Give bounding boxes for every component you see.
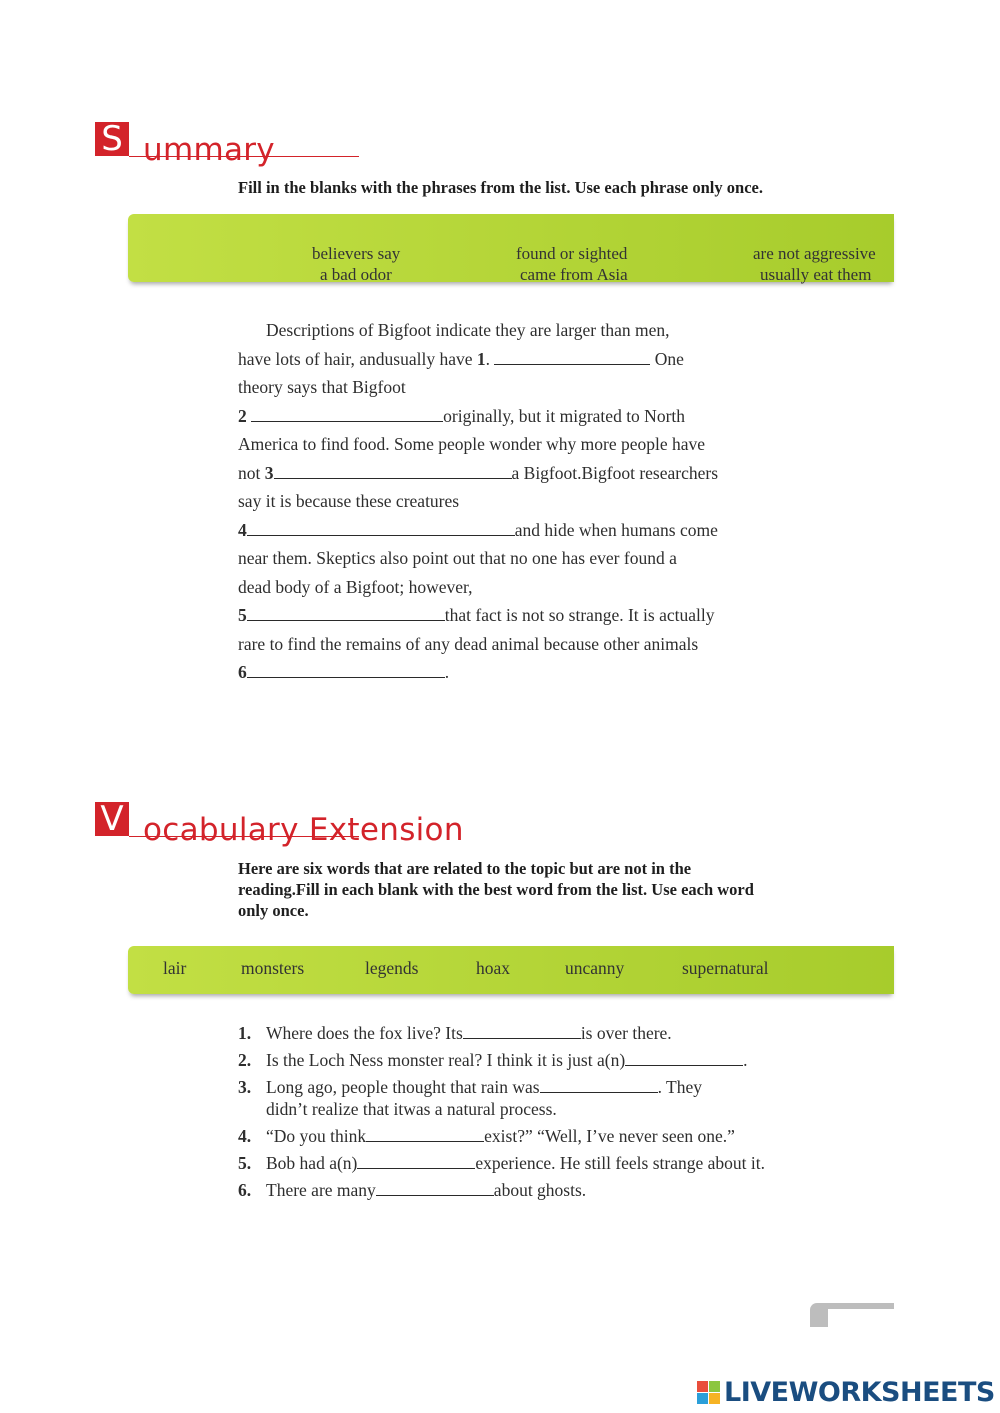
para-line: theory says that Bigfoot: [238, 377, 406, 397]
para-line: have lots of hair, andusually have: [238, 348, 477, 369]
vocab-heading-initial: V: [95, 802, 129, 836]
word-item: supernatural: [682, 958, 769, 978]
vocab-instructions: Here are six words that are related to the topic but are not in the reading.Fill in each blank with the best word from the list. Use each word only once.: [238, 859, 754, 920]
blank-6-input[interactable]: [247, 662, 445, 678]
question-text: Is the Loch Ness monster real? I think it is just a(n): [266, 1050, 626, 1070]
para-line: rare to find the remains of any dead animal because other animals: [238, 633, 699, 654]
question-text: “Do you think: [266, 1126, 367, 1146]
word-item: monsters: [241, 958, 305, 978]
question-text: . They: [657, 1077, 703, 1097]
vocab-blank-6-input[interactable]: [376, 1181, 494, 1196]
vocab-blank-3-input[interactable]: [540, 1078, 658, 1093]
question-text: There are many: [266, 1180, 376, 1200]
question-text: .: [743, 1050, 748, 1070]
blank-number: 3: [264, 462, 274, 483]
blank-number: 5: [238, 605, 247, 625]
word-item: legends: [365, 958, 419, 978]
summary-instructions: Fill in the blanks with the phrases from the list. Use each phrase only once.: [238, 178, 763, 197]
question-number: 6.: [238, 1180, 252, 1200]
para-text: .: [444, 662, 450, 682]
question-item: [238, 1076, 765, 1120]
vocab-blank-2-input[interactable]: [625, 1051, 743, 1066]
blank-number: 6: [238, 662, 247, 682]
phrase-item: are not aggressive: [753, 244, 876, 263]
question-number: 1.: [238, 1023, 252, 1043]
question-number: 5.: [238, 1153, 252, 1173]
question-item: [238, 1049, 765, 1071]
liveworksheets-grid-icon: [697, 1381, 721, 1405]
question-text: experience. He still feels strange about it.: [475, 1153, 765, 1173]
phrase-item: found or sighted: [516, 244, 628, 263]
question-number: 2.: [238, 1050, 252, 1070]
word-item: lair: [163, 958, 187, 978]
word-item: uncanny: [565, 958, 625, 978]
blank-number: 4: [238, 519, 247, 540]
page-corner-tab: [810, 1303, 894, 1327]
blank-2-input[interactable]: [251, 406, 443, 422]
blank-number: 2: [238, 405, 247, 426]
phrase-item: believers say: [312, 244, 401, 263]
para-text: not: [238, 462, 265, 483]
question-text: Long ago, people thought that rain was: [266, 1077, 540, 1097]
blank-4-input[interactable]: [247, 520, 515, 536]
para-line: Descriptions of Bigfoot indicate they are larger than men,: [266, 320, 670, 340]
question-text: Bob had a(n): [266, 1153, 358, 1173]
question-text: about ghosts.: [493, 1180, 587, 1200]
phrase-item: came from Asia: [520, 265, 628, 284]
para-text: One: [650, 348, 684, 369]
para-line: America to find food. Some people wonder why more people have: [238, 434, 706, 454]
para-text: and hide when humans come: [514, 519, 718, 540]
para-text: .: [485, 348, 495, 369]
word-item: hoax: [476, 958, 511, 978]
vocab-blank-5-input[interactable]: [357, 1154, 475, 1169]
logo-text: LIVEWORKSHEETS: [724, 1377, 995, 1408]
summary-heading-text: ummary: [143, 132, 275, 168]
question-text: is over there.: [580, 1023, 672, 1043]
question-text: didn’t realize that itwas a natural process.: [266, 1099, 557, 1119]
para-text: originally, but it migrated to North: [443, 405, 686, 426]
phrase-item: a bad odor: [320, 265, 392, 284]
para-text: a Bigfoot.Bigfoot researchers: [511, 462, 719, 483]
question-text: Where does the fox live? Its: [266, 1023, 463, 1043]
blank-1-input[interactable]: [494, 349, 650, 365]
question-item: [238, 1022, 765, 1044]
summary-phrase-band: [128, 214, 894, 282]
vocab-heading-text: ocabulary Extension: [143, 812, 464, 848]
para-line: say it is because these creatures: [238, 491, 460, 511]
para-line: near them. Skeptics also point out that no one has ever found a: [238, 548, 677, 568]
question-number: 4.: [238, 1126, 252, 1146]
vocab-blank-4-input[interactable]: [366, 1127, 484, 1142]
para-line: dead body of a Bigfoot; however,: [238, 576, 473, 597]
blank-3-input[interactable]: [274, 463, 512, 479]
blank-5-input[interactable]: [247, 605, 445, 621]
question-item: [238, 1179, 765, 1201]
summary-heading-initial: S: [95, 122, 129, 156]
phrase-item: usually eat them: [760, 265, 872, 284]
question-item: [238, 1125, 765, 1147]
blank-number: 1: [476, 348, 486, 369]
vocab-question-list: [238, 1022, 765, 1206]
question-number: 3.: [238, 1077, 252, 1097]
summary-paragraph: [238, 316, 778, 687]
vocab-blank-1-input[interactable]: [463, 1024, 581, 1039]
para-text: that fact is not so strange. It is actually: [444, 605, 715, 625]
question-item: [238, 1152, 765, 1174]
question-text: exist?” “Well, I’ve never seen one.”: [484, 1126, 735, 1146]
